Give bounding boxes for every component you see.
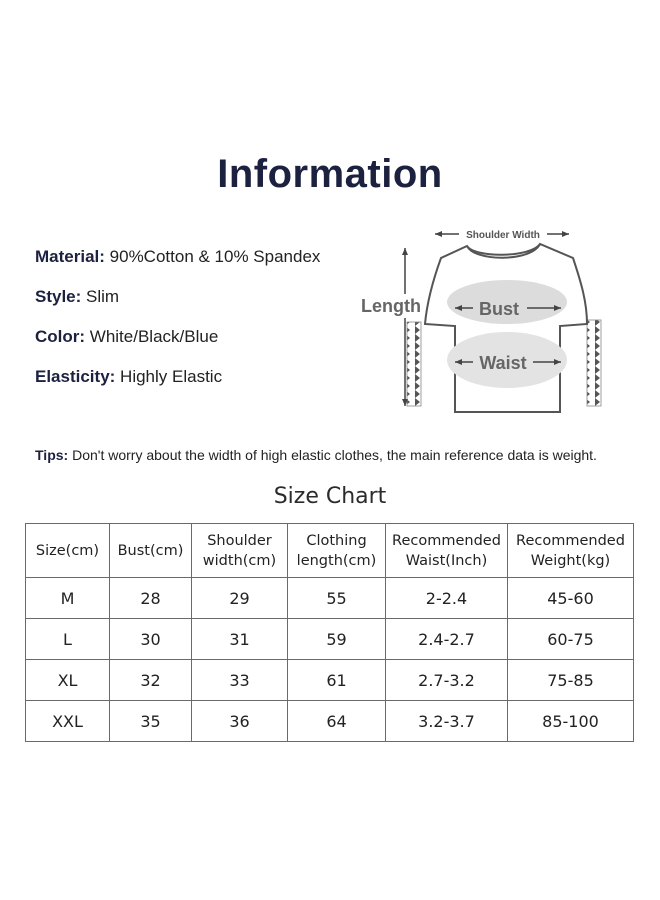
header-size bbox=[26, 524, 110, 578]
spec-value: Slim bbox=[86, 287, 120, 306]
header-line: Recommended bbox=[516, 532, 625, 549]
shoulder-width-label: Shoulder Width bbox=[466, 230, 540, 241]
header-bust bbox=[110, 524, 192, 578]
header-line: Shoulder bbox=[207, 532, 272, 549]
spec-label: Elasticity: bbox=[35, 367, 116, 386]
table-cell: 33 bbox=[192, 660, 288, 701]
header-length bbox=[288, 524, 386, 578]
table-row bbox=[26, 701, 634, 742]
arrow-head-left bbox=[435, 231, 442, 237]
sleeve-panel-right bbox=[587, 320, 601, 406]
header-line: Clothing bbox=[306, 532, 367, 549]
table-cell: 32 bbox=[110, 660, 192, 701]
table-cell: 30 bbox=[110, 619, 192, 660]
table-cell: 75-85 bbox=[508, 660, 634, 701]
spec-label: Style: bbox=[35, 287, 82, 306]
table-cell: 28 bbox=[110, 578, 192, 619]
table-cell: 59 bbox=[288, 619, 386, 660]
header-line: width(cm) bbox=[202, 552, 277, 569]
spec-style bbox=[35, 284, 365, 324]
table-cell: 60-75 bbox=[508, 619, 634, 660]
spec-label: Material: bbox=[35, 247, 105, 266]
header-waist bbox=[386, 524, 508, 578]
table-cell: 2.7-3.2 bbox=[386, 660, 508, 701]
table-cell: 85-100 bbox=[508, 701, 634, 742]
spec-label: Color: bbox=[35, 327, 86, 346]
table-cell: XL bbox=[26, 660, 110, 701]
length-label: Length bbox=[361, 296, 421, 316]
size-chart-title: Size Chart bbox=[273, 484, 387, 509]
spec-value: White/Black/Blue bbox=[89, 327, 219, 346]
tshirt-measurement-diagram bbox=[355, 222, 610, 422]
table-cell: 2.4-2.7 bbox=[386, 619, 508, 660]
arrow-head-right bbox=[562, 231, 569, 237]
spec-value: 90%Cotton & 10% Spandex bbox=[109, 247, 321, 266]
header-line: Weight(kg) bbox=[530, 552, 611, 569]
spec-color bbox=[35, 324, 365, 364]
table-cell: 2-2.4 bbox=[386, 578, 508, 619]
tips-note bbox=[35, 444, 625, 467]
table-cell: 29 bbox=[192, 578, 288, 619]
table-row bbox=[26, 619, 634, 660]
tips-label: Tips: bbox=[35, 447, 69, 463]
table-cell: 45-60 bbox=[508, 578, 634, 619]
tips-text: Don't worry about the width of high elastic clothes, the main reference data is weight. bbox=[72, 447, 597, 463]
table-cell: M bbox=[26, 578, 110, 619]
size-chart-table bbox=[25, 523, 634, 742]
page-title: Information bbox=[217, 152, 443, 196]
arrow-head-top bbox=[402, 248, 408, 255]
table-cell: XXL bbox=[26, 701, 110, 742]
header-line: Bust(cm) bbox=[117, 542, 184, 559]
table-row bbox=[26, 578, 634, 619]
sleeve-panel-left bbox=[407, 322, 421, 406]
header-weight bbox=[508, 524, 634, 578]
table-cell: 36 bbox=[192, 701, 288, 742]
header-line: Recommended bbox=[392, 532, 501, 549]
table-cell: 55 bbox=[288, 578, 386, 619]
header-shoulder bbox=[192, 524, 288, 578]
bust-label: Bust bbox=[479, 299, 519, 319]
table-cell: 61 bbox=[288, 660, 386, 701]
spec-material bbox=[35, 244, 365, 284]
spec-list bbox=[35, 244, 365, 404]
header-line: Waist(Inch) bbox=[405, 552, 488, 569]
table-cell: L bbox=[26, 619, 110, 660]
table-cell: 35 bbox=[110, 701, 192, 742]
table-row bbox=[26, 660, 634, 701]
header-line: length(cm) bbox=[296, 552, 377, 569]
table-cell: 3.2-3.7 bbox=[386, 701, 508, 742]
table-cell: 31 bbox=[192, 619, 288, 660]
waist-label: Waist bbox=[479, 353, 527, 373]
table-header-row bbox=[26, 524, 634, 578]
table-cell: 64 bbox=[288, 701, 386, 742]
spec-value: Highly Elastic bbox=[120, 367, 223, 386]
spec-elasticity bbox=[35, 364, 365, 404]
header-line: Size(cm) bbox=[35, 542, 100, 559]
